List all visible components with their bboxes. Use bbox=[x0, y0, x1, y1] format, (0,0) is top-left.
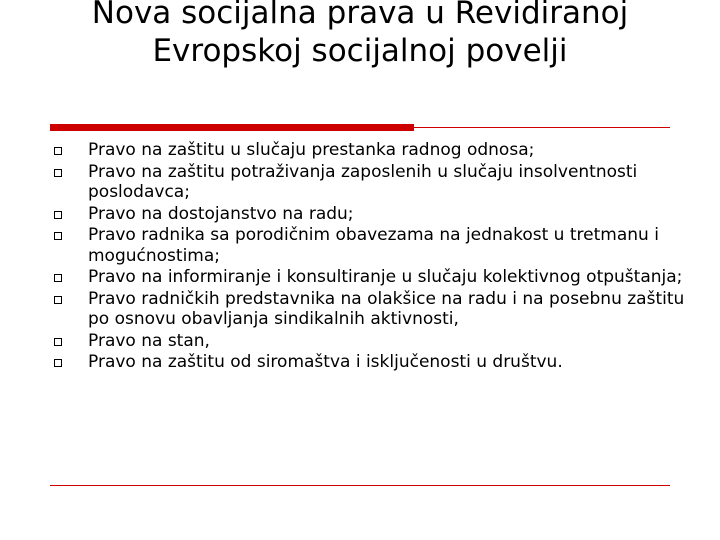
list-item-text: Pravo na informiranje i konsultiranje u slučaju kolektivnog otpuštanja; bbox=[88, 267, 683, 287]
slide-title-line-1: Nova socijalna prava u Revidiranoj bbox=[91, 0, 629, 31]
title-underline-thin bbox=[414, 127, 670, 128]
list-item-text: Pravo radnika sa porodičnim obavezama na jednakost u tretmanu i mogućnostima; bbox=[88, 225, 659, 266]
hollow-square-bullet-icon bbox=[54, 296, 62, 304]
list-item bbox=[48, 331, 688, 352]
list-item bbox=[48, 225, 688, 266]
rights-bullet-list bbox=[48, 139, 688, 373]
hollow-square-bullet-icon bbox=[54, 338, 62, 346]
hollow-square-bullet-icon bbox=[54, 147, 62, 155]
list-item bbox=[48, 162, 688, 203]
title-underline-thick bbox=[50, 124, 414, 131]
list-item bbox=[48, 352, 688, 373]
slide-title bbox=[40, 0, 680, 70]
list-item bbox=[48, 204, 688, 225]
bottom-divider bbox=[50, 485, 670, 486]
list-item bbox=[48, 140, 688, 161]
hollow-square-bullet-icon bbox=[54, 169, 62, 177]
hollow-square-bullet-icon bbox=[54, 274, 62, 282]
hollow-square-bullet-icon bbox=[54, 211, 62, 219]
hollow-square-bullet-icon bbox=[54, 359, 62, 367]
list-item-text: Pravo radničkih predstavnika na olakšice na radu i na posebnu zaštitu po osnovu obavljanja sindikalnih aktivnosti, bbox=[88, 288, 685, 329]
list-item-text: Pravo na zaštitu od siromaštva i isključenosti u društvu. bbox=[88, 352, 563, 372]
list-item bbox=[48, 267, 688, 288]
list-item-text: Pravo na dostojanstvo na radu; bbox=[88, 203, 354, 224]
slide-title-line-2: Evropskoj socijalnoj povelji bbox=[152, 33, 568, 69]
list-item bbox=[48, 289, 688, 330]
list-item-text: Pravo na zaštitu u slučaju prestanka radnog odnosa; bbox=[88, 140, 535, 160]
list-item-text: Pravo na zaštitu potraživanja zaposlenih u slučaju insolventnosti poslodavca; bbox=[88, 161, 638, 202]
list-item-text: Pravo na stan, bbox=[88, 330, 210, 351]
hollow-square-bullet-icon bbox=[54, 232, 62, 240]
